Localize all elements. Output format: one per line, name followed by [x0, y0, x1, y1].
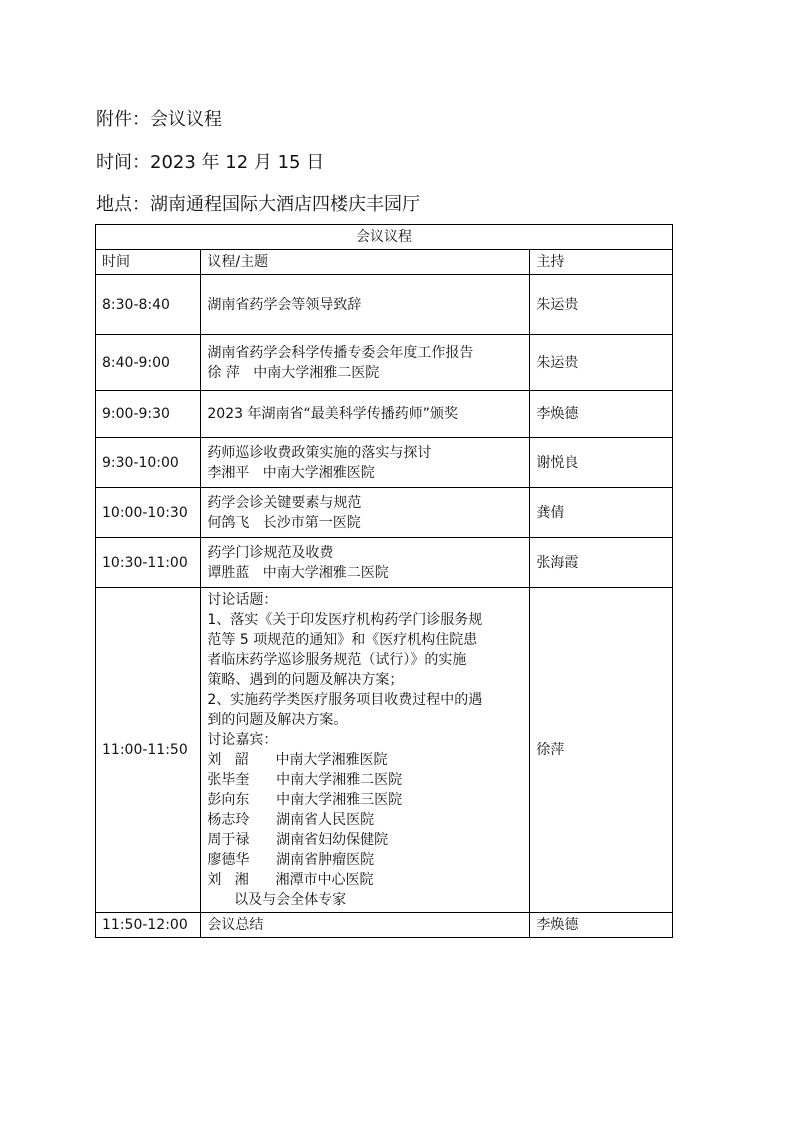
row-host: 龚倩 — [530, 488, 673, 538]
row-time: 10:00-10:30 — [96, 488, 201, 538]
table-row — [96, 913, 673, 938]
column-header-host: 主持 — [530, 250, 673, 275]
topic-line: 药学门诊规范及收费 — [207, 544, 334, 561]
topic-line: 2、实施药学类医疗服务项目收费过程中的遇 — [207, 692, 483, 708]
row-topic — [201, 913, 530, 938]
table-row — [96, 588, 673, 913]
topic-line: 药学会诊关键要素与规范 — [207, 494, 362, 511]
topic-line: 讨论嘉宾： — [207, 732, 278, 748]
row-host: 谢悦良 — [530, 438, 673, 488]
table-row — [96, 391, 673, 438]
agenda-table — [95, 224, 673, 938]
row-topic — [201, 275, 530, 335]
row-host: 朱运贵 — [530, 275, 673, 335]
meeting-location: 地点：湖南通程国际大酒店四楼庆丰园厅 — [96, 194, 420, 215]
column-header-topic: 议程/主题 — [201, 250, 530, 275]
row-topic — [201, 438, 530, 488]
topic-line: 会议总结 — [207, 917, 264, 933]
guest-line: 以及与会全体专家 — [207, 892, 347, 908]
table-title-row — [96, 225, 673, 250]
row-time: 8:40-9:00 — [96, 335, 201, 391]
table-title: 会议议程 — [96, 225, 673, 250]
topic-line: 2023 年湖南省“最美科学传播药师”颁奖 — [207, 406, 458, 422]
row-topic — [201, 335, 530, 391]
row-topic — [201, 488, 530, 538]
row-host: 徐萍 — [530, 588, 673, 913]
topic-speaker: 李湘平 中南大学湘雅医院 — [207, 464, 375, 481]
guest-line: 彭向东 中南大学湘雅三医院 — [207, 792, 403, 808]
topic-line: 者临床药学巡诊服务规范（试行）》的实施 — [207, 652, 467, 668]
row-host: 朱运贵 — [530, 335, 673, 391]
attachment-heading: 附件：会议议程 — [96, 109, 222, 130]
row-time: 8:30-8:40 — [96, 275, 201, 335]
topic-line: 策略、遇到的问题及解决方案； — [207, 672, 404, 688]
table-row — [96, 438, 673, 488]
table-row — [96, 488, 673, 538]
table-row — [96, 275, 673, 335]
topic-line: 范等 5 项规范的通知》和《医疗机构住院患 — [207, 632, 478, 648]
topic-line: 到的问题及解决方案。 — [207, 712, 348, 728]
guest-line: 周于禄 湖南省妇幼保健院 — [207, 832, 389, 848]
row-topic — [201, 538, 530, 588]
row-time: 11:50-12:00 — [96, 913, 201, 938]
topic-line: 湖南省药学会等领导致辞 — [207, 296, 362, 313]
topic-speaker: 谭胜蓝 中南大学湘雅二医院 — [207, 564, 389, 581]
guest-line: 刘 韶 中南大学湘雅医院 — [207, 752, 388, 768]
row-topic — [201, 391, 530, 438]
guest-line: 廖德华 湖南省肿瘤医院 — [207, 852, 375, 868]
guest-line: 刘 湘 湘潭市中心医院 — [207, 872, 374, 888]
guest-line: 杨志玲 湖南省人民医院 — [207, 812, 375, 828]
table-row — [96, 335, 673, 391]
topic-line: 药师巡诊收费政策实施的落实与探讨 — [207, 444, 432, 461]
topic-line: 湖南省药学会科学传播专委会年度工作报告 — [207, 344, 474, 361]
row-time: 10:30-11:00 — [96, 538, 201, 588]
row-time: 9:00-9:30 — [96, 391, 201, 438]
row-host: 李焕德 — [530, 391, 673, 438]
topic-line: 讨论话题： — [207, 592, 278, 608]
row-topic — [201, 588, 530, 913]
table-header-row — [96, 250, 673, 275]
table-row — [96, 538, 673, 588]
row-host: 李焕德 — [530, 913, 673, 938]
meeting-time: 时间：2023 年 12 月 15 日 — [96, 152, 325, 173]
topic-speaker: 何鸽飞 长沙市第一医院 — [207, 514, 361, 531]
row-time: 9:30-10:00 — [96, 438, 201, 488]
topic-line: 1、落实《关于印发医疗机构药学门诊服务规 — [207, 612, 483, 628]
row-host: 张海霞 — [530, 538, 673, 588]
column-header-time: 时间 — [96, 250, 201, 275]
guest-line: 张毕奎 中南大学湘雅二医院 — [207, 772, 403, 788]
topic-speaker: 徐 萍 中南大学湘雅二医院 — [207, 364, 380, 381]
row-time: 11:00-11:50 — [96, 588, 201, 913]
